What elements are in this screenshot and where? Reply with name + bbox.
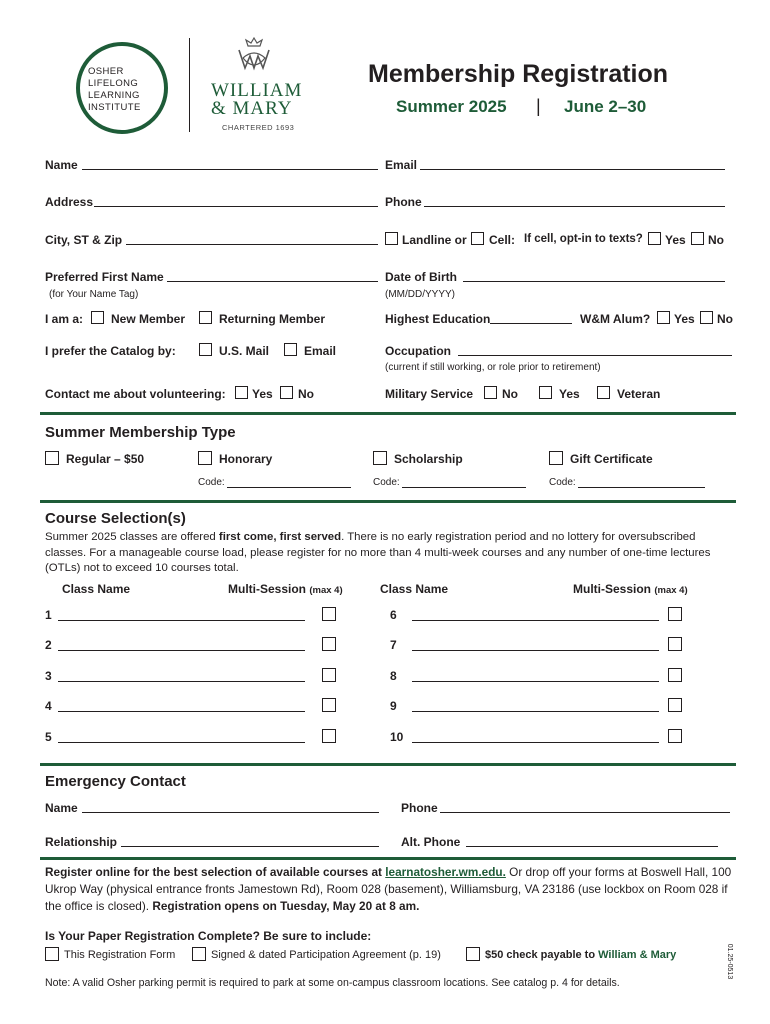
address-label: Address bbox=[45, 195, 94, 209]
multi-session-checkbox[interactable] bbox=[668, 729, 682, 743]
course-number: 4 bbox=[45, 699, 52, 713]
course-number: 7 bbox=[390, 638, 397, 652]
alum-no-checkbox[interactable] bbox=[700, 311, 713, 324]
landline-checkbox[interactable] bbox=[385, 232, 398, 245]
section-rule bbox=[40, 857, 736, 860]
course-number: 3 bbox=[45, 669, 52, 683]
alt-phone-label: Alt. Phone bbox=[401, 835, 461, 849]
email-label: Email bbox=[385, 158, 418, 172]
dob-field[interactable] bbox=[463, 281, 725, 282]
occupation-field[interactable] bbox=[458, 355, 732, 356]
form-code: 01.25-0513 bbox=[726, 943, 734, 980]
texts-no-label: No bbox=[708, 233, 724, 247]
volunteer-no-label: No bbox=[298, 387, 314, 401]
highest-education-field[interactable] bbox=[490, 323, 572, 324]
col-max-text: (max 4) bbox=[309, 585, 343, 596]
course-name-field[interactable] bbox=[412, 650, 659, 651]
texts-yes-checkbox[interactable] bbox=[648, 232, 661, 245]
dob-hint: (MM/DD/YYYY) bbox=[385, 289, 455, 300]
col-multi-right bbox=[573, 582, 688, 596]
military-no-label: No bbox=[502, 387, 518, 401]
relationship-field[interactable] bbox=[121, 846, 379, 847]
complete-question: Is Your Paper Registration Complete? Be sure to include: bbox=[45, 929, 372, 943]
military-yes-checkbox[interactable] bbox=[539, 386, 552, 399]
include-agreement-label: Signed & dated Participation Agreement (p. 19) bbox=[211, 949, 441, 961]
multi-session-checkbox[interactable] bbox=[668, 637, 682, 651]
veteran-checkbox[interactable] bbox=[597, 386, 610, 399]
multi-session-checkbox[interactable] bbox=[322, 637, 336, 651]
volunteer-yes-checkbox[interactable] bbox=[235, 386, 248, 399]
wm-alum-label: W&M Alum? bbox=[580, 312, 651, 326]
course-name-field[interactable] bbox=[412, 711, 659, 712]
honorary-label: Honorary bbox=[219, 452, 273, 466]
regular-checkbox[interactable] bbox=[45, 451, 59, 465]
volunteer-label: Contact me about volunteering: bbox=[45, 387, 226, 401]
course-number: 8 bbox=[390, 669, 397, 683]
course-number: 6 bbox=[390, 608, 397, 622]
us-mail-checkbox[interactable] bbox=[199, 343, 212, 356]
returning-member-checkbox[interactable] bbox=[199, 311, 212, 324]
volunteer-no-checkbox[interactable] bbox=[280, 386, 293, 399]
course-name-field[interactable] bbox=[58, 650, 305, 651]
col-class-name-left: Class Name bbox=[62, 582, 131, 596]
register-info bbox=[45, 864, 735, 915]
wm-name-line2: & MARY bbox=[211, 98, 293, 119]
register-link[interactable]: learnatosher.wm.edu. bbox=[385, 865, 506, 879]
multi-session-checkbox[interactable] bbox=[322, 668, 336, 682]
section-rule bbox=[40, 500, 736, 503]
courses-intro bbox=[45, 530, 735, 577]
col-multi-text: Multi-Session bbox=[228, 582, 307, 596]
include-agreement-checkbox[interactable] bbox=[192, 947, 206, 961]
phone-field[interactable] bbox=[424, 206, 725, 207]
gift-label: Gift Certificate bbox=[570, 452, 653, 466]
register-bold: Register online for the best selection of available courses at bbox=[45, 865, 386, 879]
scholarship-label: Scholarship bbox=[394, 452, 463, 466]
catalog-pref-label: I prefer the Catalog by: bbox=[45, 344, 176, 358]
returning-member-label: Returning Member bbox=[219, 312, 326, 326]
include-check-checkbox[interactable] bbox=[466, 947, 480, 961]
register-text: Or drop off your forms at Boswell Hall, 100 Ukrop Way (physical entrance fronts Jamestown Rd), Room 028 (basement), Williamsburg, VA 23186 (use lockbox on Room 028 if the office is closed). bbox=[45, 865, 732, 913]
osher-line: LEARNING bbox=[88, 90, 140, 101]
wm-cypher-icon bbox=[233, 36, 275, 74]
alum-no-label: No bbox=[717, 312, 733, 326]
wm-chartered: CHARTERED 1693 bbox=[222, 123, 295, 132]
multi-session-checkbox[interactable] bbox=[668, 607, 682, 621]
course-number: 5 bbox=[45, 730, 52, 744]
dob-label: Date of Birth bbox=[385, 270, 457, 284]
address-field[interactable] bbox=[94, 206, 378, 207]
course-name-field[interactable] bbox=[58, 711, 305, 712]
multi-session-checkbox[interactable] bbox=[668, 698, 682, 712]
gift-code-field[interactable] bbox=[578, 487, 705, 488]
course-name-field[interactable] bbox=[412, 681, 659, 682]
gift-checkbox[interactable] bbox=[549, 451, 563, 465]
term-separator: | bbox=[536, 96, 541, 116]
term-label: Summer 2025 bbox=[396, 97, 507, 116]
new-member-label: New Member bbox=[111, 312, 186, 326]
membership-heading: Summer Membership Type bbox=[45, 424, 236, 441]
texts-no-checkbox[interactable] bbox=[691, 232, 704, 245]
texts-yes-label: Yes bbox=[665, 233, 686, 247]
course-name-field[interactable] bbox=[412, 742, 659, 743]
section-rule bbox=[40, 412, 736, 415]
cell-checkbox[interactable] bbox=[471, 232, 484, 245]
courses-intro-bold: first come, first served bbox=[218, 531, 342, 543]
preferred-name-field[interactable] bbox=[167, 281, 378, 282]
preferred-name-hint: (for Your Name Tag) bbox=[49, 289, 139, 300]
multi-session-checkbox[interactable] bbox=[322, 729, 336, 743]
name-label: Name bbox=[45, 158, 78, 172]
check-text: $50 check payable to bbox=[485, 949, 599, 961]
section-rule bbox=[40, 763, 736, 766]
multi-session-checkbox[interactable] bbox=[322, 698, 336, 712]
honorary-code-label: Code: bbox=[198, 477, 225, 488]
wm-name-line1: WILLIAM bbox=[211, 80, 303, 101]
term-dates: June 2–30 bbox=[564, 97, 647, 116]
military-no-checkbox[interactable] bbox=[484, 386, 497, 399]
osher-logo-text bbox=[88, 66, 158, 114]
scholarship-code-label: Code: bbox=[373, 477, 400, 488]
honorary-checkbox[interactable] bbox=[198, 451, 212, 465]
honorary-code-field[interactable] bbox=[227, 487, 351, 488]
page-title: Membership Registration bbox=[368, 60, 669, 88]
header-divider bbox=[189, 38, 190, 132]
cell-label: Cell: bbox=[489, 233, 516, 247]
col-multi-left bbox=[228, 582, 343, 596]
catalog-email-checkbox[interactable] bbox=[284, 343, 297, 356]
course-number: 2 bbox=[45, 638, 52, 652]
city-field[interactable] bbox=[126, 244, 378, 245]
emergency-heading: Emergency Contact bbox=[45, 773, 186, 790]
emergency-phone-label: Phone bbox=[401, 801, 438, 815]
emergency-name-field[interactable] bbox=[82, 812, 379, 813]
i-am-a-label: I am a: bbox=[45, 312, 84, 326]
scholarship-code-field[interactable] bbox=[402, 487, 526, 488]
occupation-hint: (current if still working, or role prior to retirement) bbox=[385, 362, 601, 373]
osher-line: OSHER bbox=[88, 66, 124, 77]
military-label: Military Service bbox=[385, 387, 474, 401]
course-number: 10 bbox=[390, 730, 404, 744]
emergency-name-label: Name bbox=[45, 801, 78, 815]
col-class-name-right: Class Name bbox=[380, 582, 449, 596]
email-field[interactable] bbox=[420, 169, 725, 170]
gift-code-label: Code: bbox=[549, 477, 576, 488]
osher-line: INSTITUTE bbox=[88, 102, 141, 113]
multi-session-checkbox[interactable] bbox=[322, 607, 336, 621]
course-name-field[interactable] bbox=[412, 620, 659, 621]
osher-line: LIFELONG bbox=[88, 78, 139, 89]
occupation-label: Occupation bbox=[385, 344, 452, 358]
military-yes-label: Yes bbox=[559, 387, 580, 401]
course-number: 9 bbox=[390, 699, 397, 713]
volunteer-yes-label: Yes bbox=[252, 387, 273, 401]
include-form-checkbox[interactable] bbox=[45, 947, 59, 961]
multi-session-checkbox[interactable] bbox=[668, 668, 682, 682]
include-form-label: This Registration Form bbox=[64, 949, 176, 961]
course-number: 1 bbox=[45, 608, 52, 622]
alum-yes-label: Yes bbox=[674, 312, 695, 326]
parking-note: Note: A valid Osher parking permit is required to park at some on-campus classroom locations. See catalog p. 4 for details. bbox=[45, 977, 620, 989]
catalog-email-label: Email bbox=[304, 344, 337, 358]
emergency-phone-field[interactable] bbox=[440, 812, 730, 813]
relationship-label: Relationship bbox=[45, 835, 118, 849]
registration-opens: Registration opens on Tuesday, May 20 at 8 am. bbox=[152, 899, 420, 913]
alum-yes-checkbox[interactable] bbox=[657, 311, 670, 324]
new-member-checkbox[interactable] bbox=[91, 311, 104, 324]
alt-phone-field[interactable] bbox=[466, 846, 718, 847]
preferred-name-label: Preferred First Name bbox=[45, 270, 164, 284]
regular-label: Regular – $50 bbox=[66, 452, 145, 466]
check-payee: William & Mary bbox=[598, 949, 677, 961]
scholarship-checkbox[interactable] bbox=[373, 451, 387, 465]
col-multi-text: Multi-Session bbox=[573, 582, 652, 596]
cell-optin-label: If cell, opt-in to texts? bbox=[524, 233, 643, 245]
name-field[interactable] bbox=[82, 169, 378, 170]
us-mail-label: U.S. Mail bbox=[219, 344, 270, 358]
landline-label: Landline or bbox=[402, 233, 467, 247]
highest-education-label: Highest Education bbox=[385, 312, 491, 326]
col-max-text: (max 4) bbox=[654, 585, 688, 596]
courses-heading: Course Selection(s) bbox=[45, 510, 186, 527]
phone-label: Phone bbox=[385, 195, 422, 209]
course-name-field[interactable] bbox=[58, 620, 305, 621]
include-check-label bbox=[485, 949, 676, 961]
veteran-label: Veteran bbox=[617, 387, 661, 401]
city-label: City, ST & Zip bbox=[45, 233, 123, 247]
course-name-field[interactable] bbox=[58, 742, 305, 743]
courses-intro-text: . There is no early registration period and no lottery for oversubscribed classes. For a manageable course load, please register for no more than 4 multi-week courses and any number of one-time lectures (OTLs) not to exceed 10 courses total. bbox=[45, 531, 711, 574]
course-name-field[interactable] bbox=[58, 681, 305, 682]
courses-intro-text: Summer 2025 classes are offered bbox=[45, 531, 219, 543]
